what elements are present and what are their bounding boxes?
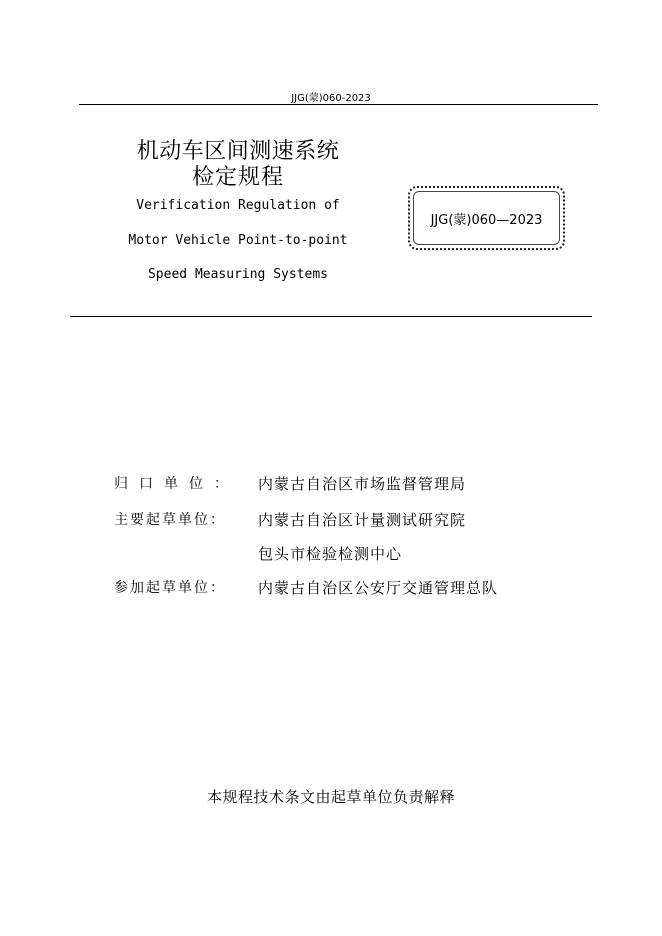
title-english-line3: Speed Measuring Systems — [147, 267, 328, 282]
header-rule — [79, 104, 598, 105]
title-chinese-line1: 机动车区间测速系统 — [136, 139, 340, 164]
title-chinese-line2: 检定规程 — [191, 165, 284, 190]
interpretation-note: 本规程技术条文由起草单位负责解释 — [206, 788, 455, 806]
title-english-line2: Motor Vehicle Point-to-point — [128, 233, 348, 248]
regulation-code-box — [408, 186, 565, 250]
title-english-line1: Verification Regulation of — [136, 198, 340, 213]
header-document-code: JJG(蒙)060-2023 — [291, 93, 371, 104]
code-box-inner-border — [413, 191, 560, 245]
regulation-code: JJG(蒙)060—2023 — [430, 212, 543, 228]
responsible-unit-label: 归口单位： — [114, 476, 239, 492]
main-drafter-2: 包头市检验检测中心 — [258, 545, 403, 563]
main-drafter-1: 内蒙古自治区计量测试研究院 — [258, 511, 467, 529]
section-divider — [70, 316, 592, 317]
main-drafters-label: 主要起草单位： — [114, 512, 226, 528]
participating-drafter: 内蒙古自治区公安厅交通管理总队 — [258, 579, 499, 597]
participating-drafters-label: 参加起草单位： — [114, 580, 226, 596]
responsible-unit-value: 内蒙古自治区市场监督管理局 — [258, 475, 467, 493]
